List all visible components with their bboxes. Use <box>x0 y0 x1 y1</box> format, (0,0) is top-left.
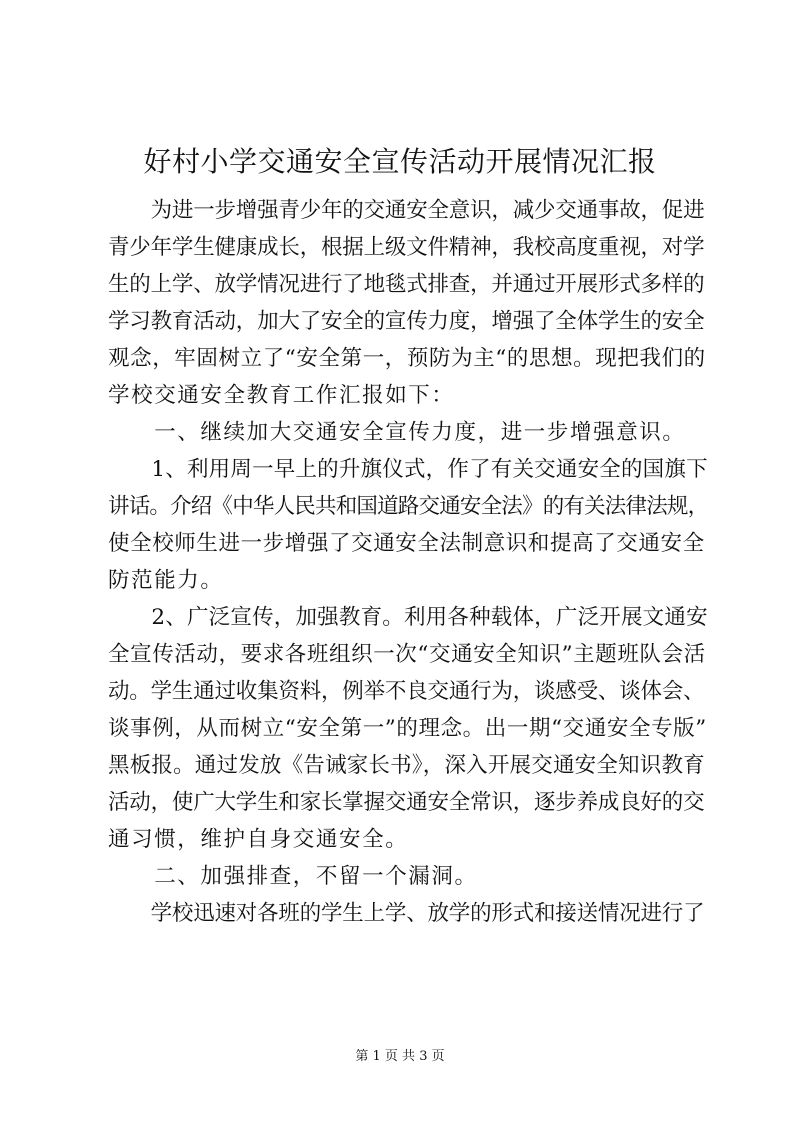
document-title: 好村小学交通安全宣传活动开展情况汇报 <box>143 145 657 178</box>
body-line-7: 一、继续加大交通安全宣传力度，进一步增强意识。 <box>108 420 686 445</box>
body-line-5: 观念，牢固树立了“安全第一，预防为主“的思想。现把我们的 <box>108 346 706 371</box>
body-line-4: 学习教育活动，加大了安全的宣传力度，增强了全体学生的安全 <box>108 309 705 334</box>
page-number-footer: 第 1 页 共 3 页 <box>355 1049 445 1064</box>
body-line-3: 生的上学、放学情况进行了地毯式排查，并通过开展形式多样的 <box>108 272 705 297</box>
body-line-12: 2、广泛宣传，加强教育。利用各种载体，广泛开展文通安 <box>108 605 708 630</box>
body-line-10: 使全校师生进一步增强了交通安全法制意识和提高了交通安全 <box>108 531 705 556</box>
body-line-13: 全宣传活动，要求各班组织一次“交通安全知识”主题班队会活 <box>108 642 706 667</box>
body-line-11: 防范能力。 <box>108 568 224 593</box>
body-line-16: 黑板报。通过发放《告诫家长书》，深入开展交通安全知识教育 <box>108 753 705 778</box>
body-line-8: 1、利用周一早上的升旗仪式，作了有关交通安全的国旗下 <box>108 457 708 482</box>
body-line-15: 谈事例，从而树立“安全第一”的理念。出一期“交通安全专版” <box>108 716 707 741</box>
body-line-1: 为进一步增强青少年的交通安全意识，减少交通事故，促进 <box>108 198 705 223</box>
body-line-9: 讲话。介绍《中华人民共和国道路交通安全法》的有关法律法规， <box>108 494 709 519</box>
body-line-14: 动。学生通过收集资料，例举不良交通行为，谈感受、谈体会、 <box>108 679 705 704</box>
body-line-20: 学校迅速对各班的学生上学、放学的形式和接送情况进行了 <box>108 901 705 926</box>
body-line-18: 通习惯，维护自身交通安全。 <box>108 827 409 852</box>
body-line-17: 活动，使广大学生和家长掌握交通安全常识，逐步养成良好的交 <box>108 790 705 815</box>
body-line-6: 学校交通安全教育工作汇报如下： <box>108 383 455 408</box>
body-line-19: 二、加强排查，不留一个漏洞。 <box>108 864 478 889</box>
body-line-2: 青少年学生健康成长，根据上级文件精神，我校高度重视，对学 <box>108 235 705 260</box>
